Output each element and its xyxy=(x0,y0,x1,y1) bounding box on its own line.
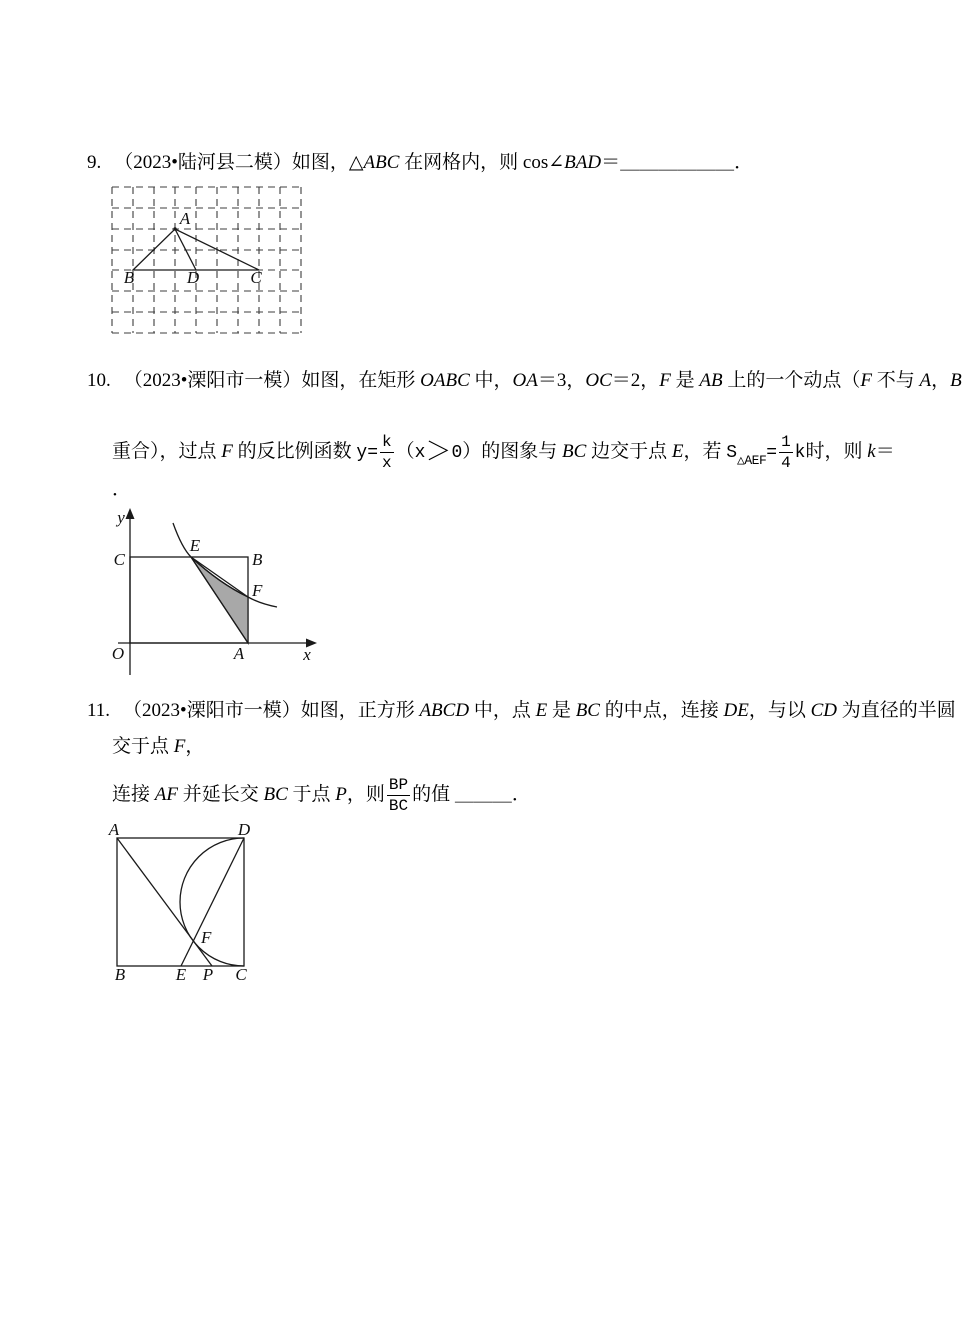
problem-10-number: 10. xyxy=(87,370,111,391)
problem-10-text-2: 重合），过点 F 的反比例函数 y= $\frac{k}{x}$ （x＞0）的图象与 BC 边交于点 E，若 $S_{\triangle AEF}=$ $\frac{1}{4}$ k时，则 k＝ xyxy=(112,433,895,473)
label-y-axis: y xyxy=(117,508,125,527)
label-B: B xyxy=(123,268,135,287)
problem-10-line-2 xyxy=(112,433,895,474)
label-B: B xyxy=(114,965,126,984)
problem-11-text-2: 交于点 F， xyxy=(112,736,205,757)
problem-11-number: 11. xyxy=(87,700,111,721)
vertex-A-dot xyxy=(173,227,176,230)
problem-9-text: （2023•陆河县二模）如图，△ABC 在网格内，则 cos∠BAD＝＿＿＿＿＿＿． xyxy=(114,152,754,173)
label-F: F xyxy=(252,581,263,600)
label-D: D xyxy=(237,820,251,839)
problem-11-text-1: （2023•溧阳市一模）如图，正方形 ABCD 中，点 E 是 BC 的中点，连接 DE，与以 CD 为直径的半圆 xyxy=(123,700,956,721)
problem-10-text-1: （2023•溧阳市一模）如图，在矩形 OABC 中，OA＝3，OC＝2，F 是 AB 上的一个动点（F 不与 A，B xyxy=(123,370,962,391)
label-O: O xyxy=(111,644,125,663)
label-A: A xyxy=(179,209,191,228)
fraction: $\frac{1}{4}$ xyxy=(781,433,791,473)
label-x-axis: x xyxy=(303,645,311,664)
figure-rectangle-hyperbola xyxy=(105,505,340,677)
label-B: B xyxy=(252,550,263,569)
label-A: A xyxy=(108,820,120,839)
label-C: C xyxy=(250,268,262,287)
label-C: C xyxy=(113,550,125,569)
grid-vertical-dashed-lines xyxy=(112,187,301,333)
problem-11-line-3 xyxy=(112,776,531,816)
segment-DE xyxy=(181,838,244,966)
problem-10-text-3: ． xyxy=(112,479,132,500)
y-axis-arrowhead xyxy=(126,508,135,519)
label-E: E xyxy=(175,965,187,984)
problem-9-number: 9. xyxy=(87,152,102,173)
problem-9-line xyxy=(87,150,753,176)
problem-10-line-3 xyxy=(112,477,131,503)
label-A: A xyxy=(233,644,245,663)
figure-grid-triangle xyxy=(106,183,308,339)
label-C: C xyxy=(235,965,247,984)
grid-horizontal-dashed-lines xyxy=(112,187,301,333)
label-F: F xyxy=(201,928,212,947)
problem-10-line-1 xyxy=(87,368,962,394)
problem-11-line-2 xyxy=(112,734,204,760)
label-E: E xyxy=(189,536,201,555)
figure-square-semicircle xyxy=(100,820,275,992)
label-P: P xyxy=(202,965,214,984)
problem-11-line-1 xyxy=(87,698,956,724)
fraction: $\frac{BP}{BC}$ xyxy=(388,776,409,816)
problem-11-text-3: 连接 AF 并延长交 BC 于点 P，则 $\frac{BP}{BC}$ 的值 ＿＿＿． xyxy=(112,776,531,816)
fraction: $\frac{k}{x}$ xyxy=(382,433,392,473)
label-D: D xyxy=(186,268,200,287)
